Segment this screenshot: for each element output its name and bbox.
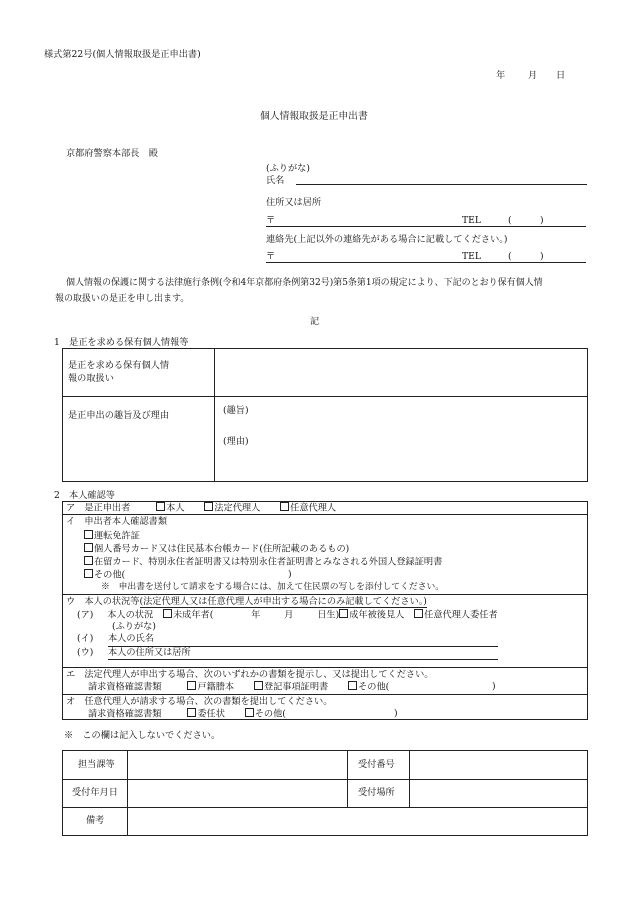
receipt-number-label: 受付番号 <box>358 759 395 770</box>
principal-address-prefix: (ウ) <box>77 647 94 658</box>
postal-mark: 〒 <box>266 215 276 226</box>
principal-status-row <box>77 609 498 622</box>
office-use-table <box>62 750 588 836</box>
section1-row1-label-1: 是正を求める保有個人情 <box>68 360 170 371</box>
minor-option: 未成年者( <box>172 609 214 621</box>
legal-agent-checkbox[interactable] <box>204 502 213 511</box>
adult-ward-checkbox[interactable] <box>339 609 348 618</box>
voluntary-agent-checkbox[interactable] <box>280 502 289 511</box>
minor-checkbox[interactable] <box>163 609 172 618</box>
office-use-note: ※ この欄は記入しないでください。 <box>64 730 221 741</box>
tel-paren-open: ( <box>508 215 512 226</box>
name-field[interactable] <box>296 184 587 185</box>
contact-paren-open: ( <box>508 251 512 262</box>
id-doc-4 <box>84 569 125 582</box>
office-col-divider-3 <box>409 750 410 807</box>
section1-row2-label: 是正申出の趣旨及び理由 <box>68 410 170 421</box>
legal-other-option: その他( <box>358 681 390 693</box>
ki-heading: 記 <box>310 316 320 327</box>
contact-postal-mark: 〒 <box>266 251 276 262</box>
id-other-checkbox[interactable] <box>84 569 93 578</box>
residence-card-option: 在留カード、特別永住者証明書又は特別永住者証明書とみなされる外国人登録証明書 <box>94 556 443 568</box>
section2-row-divider-2 <box>62 594 588 595</box>
voluntary-other-close: ) <box>394 708 398 719</box>
furigana-label: (ふりがな) <box>266 163 310 174</box>
voluntary-other-checkbox[interactable] <box>245 708 254 717</box>
principal-name-prefix: (イ) <box>77 633 94 644</box>
registry-cert-checkbox[interactable] <box>254 681 263 690</box>
self-option: 本人 <box>166 502 185 514</box>
correction-target-field[interactable] <box>216 350 586 394</box>
body-text-line1: 個人情報の保護に関する法律施行条例(令和4年京都府条例第32号)第5条第1項の規定により、下記のとおり保有個人情 <box>66 278 543 288</box>
voluntary-agent-docs-row <box>88 708 286 721</box>
power-of-attorney-checkbox[interactable] <box>187 708 196 717</box>
birth-day-label: 日生) <box>317 609 340 621</box>
section2-row-divider-4 <box>62 694 588 695</box>
principal-status-condition: (法定代理人又は任意代理人が申出する場合にのみ記載してください。) <box>139 596 427 607</box>
office-col-divider-2 <box>347 750 348 807</box>
family-register-option: 戸籍謄本 <box>197 681 235 693</box>
voluntary-principal-checkbox[interactable] <box>414 609 423 618</box>
voluntary-agent-docs-heading: オ 任意代理人が請求する場合、次の書類を提出してください。 <box>66 696 333 707</box>
residence-card-checkbox[interactable] <box>84 556 93 565</box>
legal-agent-docs-heading: エ 法定代理人が申出する場合、次のいずれかの書類を提示し、又は提出してください。 <box>66 669 434 680</box>
status-prefix: (ア) <box>77 609 94 621</box>
section1-heading: 1 是正を求める保有個人情報等 <box>54 337 189 348</box>
id-doc-2 <box>84 543 349 556</box>
id-other-option: その他( <box>94 569 126 581</box>
id-other-close: ) <box>288 569 292 580</box>
applicant-type-label: ア 是正申出者 <box>66 502 131 514</box>
date-day-label: 日 <box>556 70 566 81</box>
birth-month-label: 月 <box>284 609 294 621</box>
address-field[interactable] <box>266 226 586 227</box>
body-text-line2: 報の取扱いの是正を申し出ます。 <box>55 294 190 304</box>
id-doc-3 <box>84 556 442 569</box>
legal-other-close: ) <box>492 681 496 692</box>
voluntary-principal-option: 任意代理人委任者 <box>424 609 498 621</box>
registry-cert-option: 登記事項証明書 <box>263 681 329 693</box>
contact-paren-close: ) <box>540 251 544 262</box>
applicant-type-row <box>66 502 336 515</box>
tel-paren-close: ) <box>540 215 544 226</box>
purpose-reason-field[interactable] <box>216 418 586 480</box>
office-row-divider-2 <box>62 807 588 808</box>
principal-name-label: 本人の氏名 <box>108 633 154 644</box>
voluntary-agent-option: 任意代理人 <box>290 502 337 514</box>
drivers-license-option: 運転免許証 <box>94 530 140 542</box>
section1-row-divider <box>62 396 588 397</box>
adult-ward-option: 成年被後見人 <box>349 609 405 621</box>
tel-label: TEL <box>462 215 481 226</box>
form-number: 様式第22号(個人情報取扱是正申出書) <box>44 49 201 60</box>
legal-other-checkbox[interactable] <box>348 681 357 690</box>
contact-tel-label: TEL <box>462 251 481 262</box>
section1-divider <box>214 348 215 482</box>
family-register-checkbox[interactable] <box>187 681 196 690</box>
principal-status-label: ウ 本人の状況等 <box>66 596 140 607</box>
id-docs-label: イ 申出者本人確認書類 <box>66 516 168 527</box>
contact-field[interactable] <box>266 262 586 263</box>
address-label: 住所又は居所 <box>266 197 322 208</box>
status-label: 本人の状況 <box>107 609 154 621</box>
principal-furigana-label: (ふりがな) <box>112 621 156 632</box>
document-title: 個人情報取扱是正申出書 <box>260 111 368 122</box>
mail-note: ※ 申出書を送付して請求をする場合には、加えて住民票の写しを添付してください。 <box>101 582 445 592</box>
legal-agent-docs-row <box>88 681 389 694</box>
my-number-card-checkbox[interactable] <box>84 543 93 552</box>
principal-address-field[interactable] <box>108 659 498 660</box>
voluntary-agent-docs-label: 請求資格確認書類 <box>88 708 162 720</box>
drivers-license-checkbox[interactable] <box>84 530 93 539</box>
self-checkbox[interactable] <box>156 502 165 511</box>
birth-year-label: 年 <box>251 609 261 621</box>
principal-address-label: 本人の住所又は居所 <box>108 647 191 658</box>
name-label: 氏名 <box>266 175 285 186</box>
my-number-card-option: 個人番号カード又は住民基本台帳カード(住所記載のあるもの) <box>94 543 350 555</box>
section1-row1-label-2: 報の取扱い <box>68 373 114 384</box>
reason-label: (理由) <box>223 436 249 447</box>
office-col-divider-1 <box>127 750 128 836</box>
receipt-place-label: 受付場所 <box>358 787 395 798</box>
voluntary-other-option: その他( <box>254 708 286 720</box>
legal-agent-docs-label: 請求資格確認書類 <box>88 681 162 693</box>
date-month-label: 月 <box>528 70 538 81</box>
remarks-label: 備考 <box>86 815 105 826</box>
section2-heading: 2 本人確認等 <box>54 490 115 501</box>
date-year-label: 年 <box>496 70 506 81</box>
contact-label: 連絡先(上記以外の連絡先がある場合に記載してください。) <box>266 234 508 245</box>
receipt-date-label: 受付年月日 <box>72 787 118 798</box>
office-row-divider-1 <box>62 779 588 780</box>
addressee: 京都府警察本部長 殿 <box>66 148 158 159</box>
principal-status-heading <box>66 596 427 608</box>
section2-row-divider-3 <box>62 667 588 668</box>
purpose-label: (趣旨) <box>223 405 249 416</box>
id-doc-1 <box>84 530 140 543</box>
dept-label: 担当課等 <box>78 759 115 770</box>
legal-agent-option: 法定代理人 <box>214 502 261 514</box>
power-of-attorney-option: 委任状 <box>197 708 225 720</box>
